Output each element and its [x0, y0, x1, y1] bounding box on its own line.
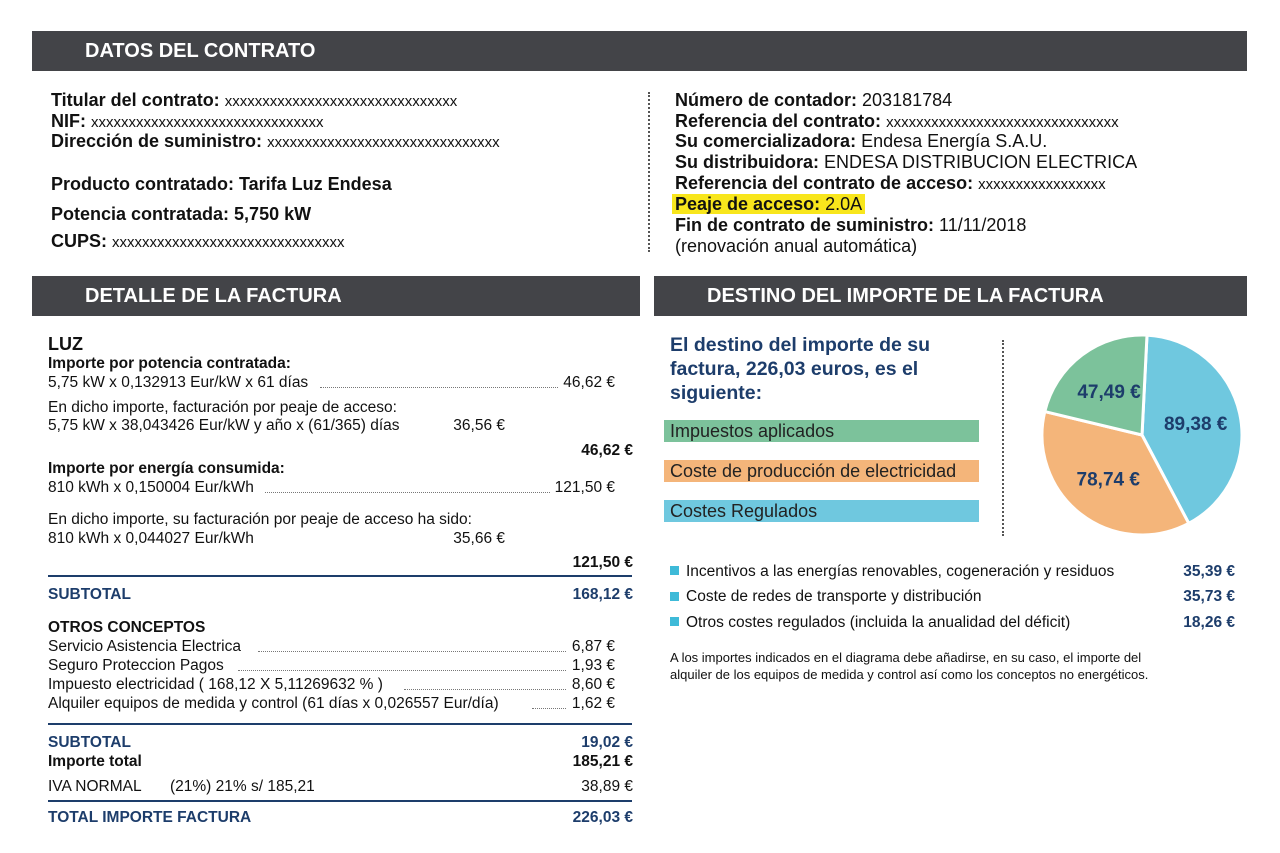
titular-value: xxxxxxxxxxxxxxxxxxxxxxxxxxxxxxx [224, 93, 458, 110]
contract-divider [648, 92, 650, 252]
detalle-regulado: Coste de redes de transporte y distribución [686, 588, 982, 605]
total-label: TOTAL IMPORTE FACTURA [48, 809, 252, 826]
direccion-value: xxxxxxxxxxxxxxxxxxxxxxxxxxxxxxx [267, 134, 500, 151]
otros-amount: 6,87 € [571, 638, 615, 655]
nif-row [51, 111, 324, 133]
luz-title: LUZ [48, 334, 83, 354]
fin-contrato-label: Fin de contrato de suministro: [675, 215, 935, 235]
fin-contrato-row [675, 215, 1026, 236]
dot-leader [258, 651, 566, 652]
chart-divider [1002, 340, 1004, 536]
ref-acceso-row [675, 173, 1106, 195]
direccion-row [51, 131, 500, 153]
nif-value: xxxxxxxxxxxxxxxxxxxxxxxxxxxxxxx [91, 114, 324, 131]
otros-amount: 8,60 € [571, 676, 615, 693]
contador-label: Número de contador: [675, 90, 858, 110]
subtotal-label: SUBTOTAL [48, 734, 131, 751]
legend-produccion: Coste de producción de electricidad [664, 460, 979, 482]
distribuidora-row [675, 152, 1137, 173]
destino-intro-3: siguiente: [670, 382, 763, 404]
peaje-pot-amount: 36,56 € [453, 417, 505, 434]
dot-leader [320, 387, 558, 388]
distribuidora-label: Su distribuidora: [675, 152, 819, 172]
importe-total: 185,21 € [572, 753, 633, 770]
peaje-en-amount: 35,66 € [453, 530, 505, 547]
energia-title: Importe por energía consumida: [48, 460, 285, 477]
ref-acceso-value: xxxxxxxxxxxxxxxxx [978, 176, 1106, 193]
detalle-regulado-amount: 35,39 € [1183, 563, 1235, 580]
iva-detail: (21%) 21% s/ 185,21 [170, 778, 315, 795]
dot-leader [238, 670, 566, 671]
otros-amount: 1,62 € [571, 695, 615, 712]
destino-intro-2: factura, 226,03 euros, es el [670, 358, 919, 380]
contador-row [675, 90, 952, 111]
peaje-highlight [672, 194, 865, 214]
peaje-pot-intro: En dicho importe, facturación por peaje de acceso: [48, 399, 397, 416]
contador-value: 203181784 [862, 90, 953, 110]
ref-contrato-row [675, 111, 1119, 133]
subtotal-2: 19,02 € [581, 734, 633, 751]
destino-header: DESTINO DEL IMPORTE DE LA FACTURA [654, 276, 1247, 316]
divider [48, 575, 632, 577]
dot-leader [265, 492, 550, 493]
divider [48, 800, 632, 802]
producto-contratado: Producto contratado: Tarifa Luz Endesa [51, 174, 392, 194]
detalle-regulado-amount: 35,73 € [1183, 588, 1235, 605]
detalle-regulado: Otros costes regulados (incluida la anualidad del déficit) [686, 614, 1071, 631]
otros-item: Servicio Asistencia Electrica [48, 638, 241, 655]
cups-label: CUPS: [51, 231, 108, 251]
potencia-title: Importe por potencia contratada: [48, 355, 291, 372]
ref-acceso-label: Referencia del contrato de acceso: [675, 173, 974, 193]
energia-total: 121,50 € [572, 554, 633, 571]
peaje-row [675, 194, 865, 215]
potencia-total: 46,62 € [581, 442, 633, 459]
renovacion-note: (renovación anual automática) [675, 236, 918, 256]
detalle-regulado-amount: 18,26 € [1183, 614, 1235, 631]
subtotal-label: SUBTOTAL [48, 586, 131, 603]
pie-chart [1032, 325, 1252, 545]
cups-value: xxxxxxxxxxxxxxxxxxxxxxxxxxxxxxx [112, 234, 345, 251]
titular-label: Titular del contrato: [51, 90, 220, 110]
importe-total-label: Importe total [48, 753, 142, 770]
energia-amount: 121,50 € [554, 479, 615, 496]
divider [48, 723, 632, 725]
pie-label: 47,49 € [1077, 381, 1141, 403]
energia-line: 810 kWh x 0,150004 Eur/kWh [48, 479, 254, 496]
note-line-2: alquiler de los equipos de medida y control así como los conceptos no energéticos. [670, 667, 1149, 682]
peaje-pot-line: 5,75 kW x 38,043426 Eur/kW y año x (61/365) días [48, 417, 400, 434]
total-amount: 226,03 € [572, 809, 633, 826]
otros-amount: 1,93 € [571, 657, 615, 674]
pie-label: 78,74 € [1076, 469, 1140, 491]
cups-row [51, 231, 345, 253]
comercializadora-value: Endesa Energía S.A.U. [861, 131, 1048, 151]
otros-item: Impuesto electricidad ( 168,12 X 5,11269632 % ) [48, 676, 383, 693]
distribuidora-value: ENDESA DISTRIBUCION ELECTRICA [824, 152, 1138, 172]
ref-contrato-value: xxxxxxxxxxxxxxxxxxxxxxxxxxxxxxx [886, 114, 1119, 131]
nif-label: NIF: [51, 111, 86, 131]
bullet-icon [670, 566, 679, 575]
detalle-regulado: Incentivos a las energías renovables, cogeneración y residuos [686, 563, 1115, 580]
potencia-line: 5,75 kW x 0,132913 Eur/kW x 61 días [48, 374, 309, 391]
otros-item: Alquiler equipos de medida y control (61 días x 0,026557 Eur/día) [48, 695, 499, 712]
potencia-contratada: Potencia contratada: 5,750 kW [51, 204, 312, 224]
legend-regulados: Costes Regulados [664, 500, 979, 522]
peaje-en-intro: En dicho importe, su facturación por peaje de acceso ha sido: [48, 511, 472, 528]
peaje-label: Peaje de acceso: [675, 194, 821, 214]
bullet-icon [670, 617, 679, 626]
legend-impuestos: Impuestos aplicados [664, 420, 979, 442]
subtotal-1: 168,12 € [572, 586, 633, 603]
titular-row [51, 90, 457, 112]
peaje-en-line: 810 kWh x 0,044027 Eur/kWh [48, 530, 254, 547]
fin-contrato-value: 11/11/2018 [939, 215, 1027, 235]
otros-item: Seguro Proteccion Pagos [48, 657, 224, 674]
iva-label: IVA NORMAL [48, 778, 142, 795]
comercializadora-row [675, 131, 1047, 152]
destino-intro-1: El destino del importe de su [670, 334, 931, 356]
note-line-1: A los importes indicados en el diagrama debe añadirse, en su caso, el importe del [670, 650, 1142, 665]
bullet-icon [670, 592, 679, 601]
ref-contrato-label: Referencia del contrato: [675, 111, 882, 131]
detalle-header: DETALLE DE LA FACTURA [32, 276, 640, 316]
otros-title: OTROS CONCEPTOS [48, 619, 206, 636]
peaje-value: 2.0A [825, 194, 863, 214]
contrato-header: DATOS DEL CONTRATO [32, 31, 1247, 71]
direccion-label: Dirección de suministro: [51, 131, 263, 151]
iva-amount: 38,89 € [581, 778, 633, 795]
potencia-amount: 46,62 € [563, 374, 615, 391]
pie-label: 89,38 € [1163, 414, 1228, 436]
comercializadora-label: Su comercializadora: [675, 131, 857, 151]
